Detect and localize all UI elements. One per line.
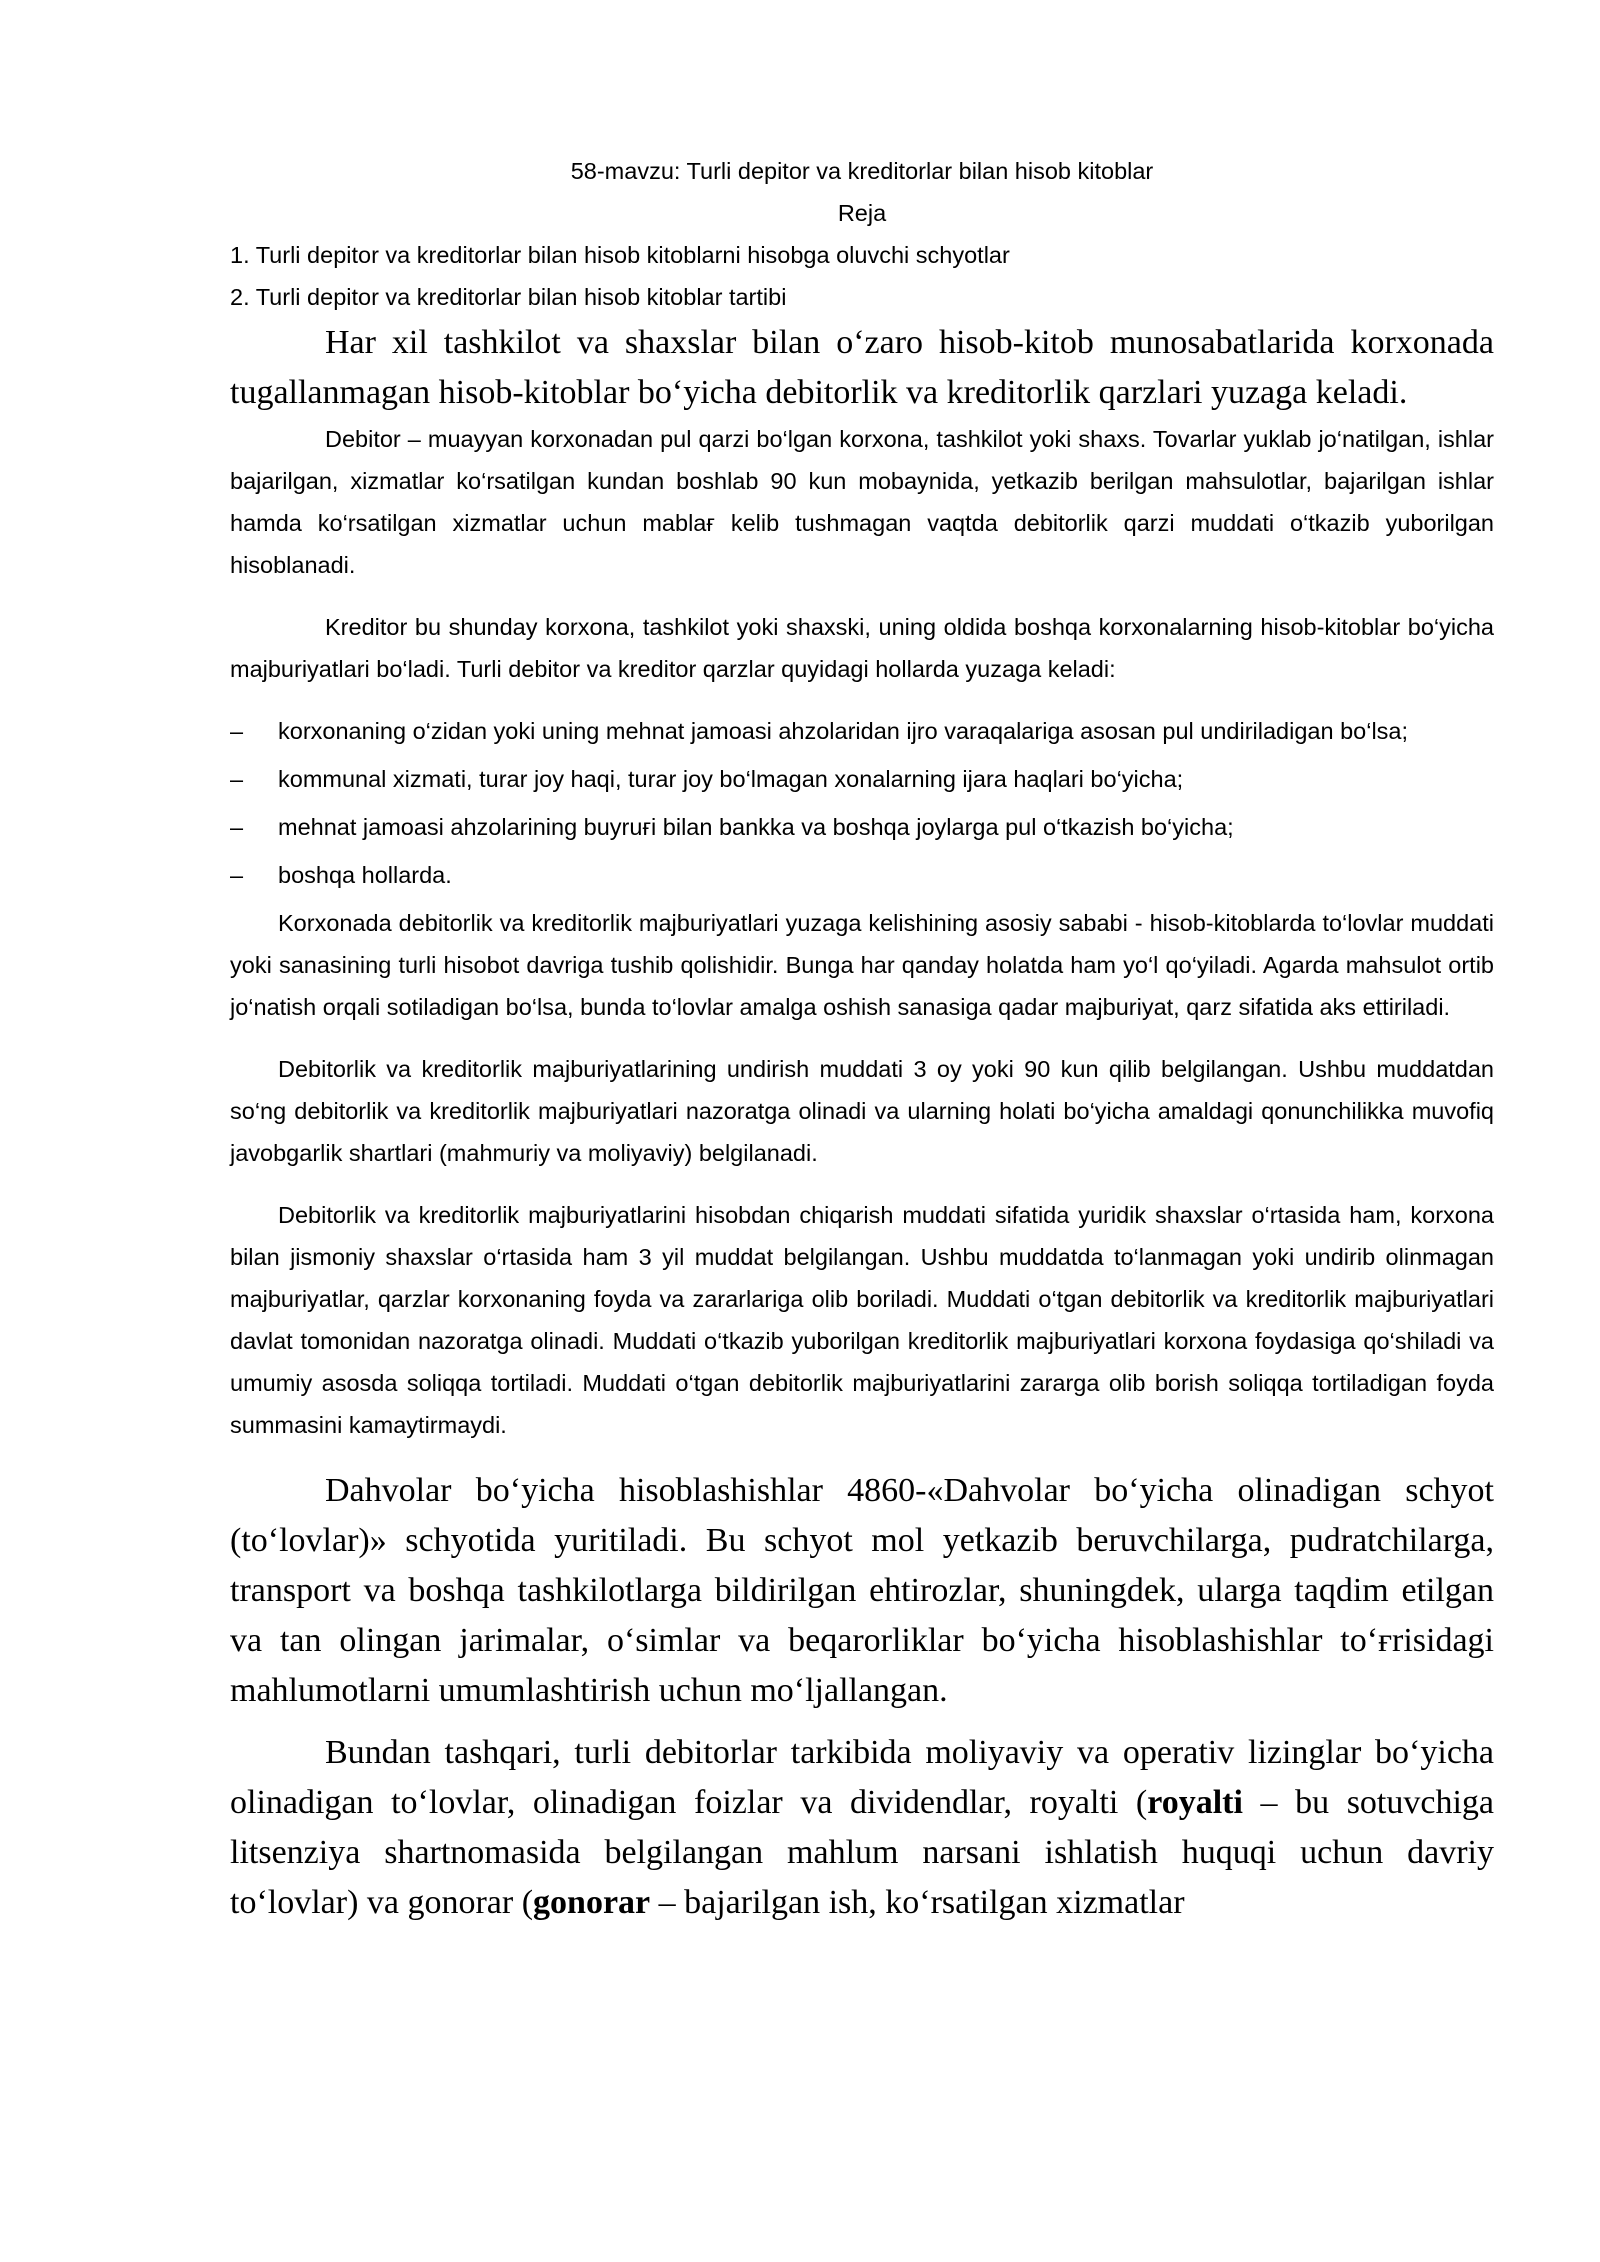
list-item-text: boshqa hollarda. [278,862,452,888]
dash-marker: – [230,862,244,888]
list-item-text: mehnat jamoasi ahzolarining buyruғi bilan bankka va boshqa joylarga pul o‘tkazish bo‘yicha; [278,814,1234,840]
intro-paragraph: Har xil tashkilot va shaxslar bilan o‘zaro hisob-kitob munosabatlarida korxonada tugallanmagan hisob-kitoblar bo‘yicha debitorlik va kreditorlik qarzlari yuzaga keladi. [230,324,1494,411]
list-item [230,854,1494,896]
dash-marker: – [230,718,244,744]
bundan-text-3: – bajarilgan ish, ko‘rsatilgan xizmatlar [650,1884,1185,1921]
list-item-text: korxonaning o‘zidan yoki uning mehnat jamoasi ahzolaridan ijro varaqalariga asosan pul undiriladigan bo‘lsa; [278,718,1409,744]
list-item [230,806,1494,848]
muddat-paragraph: Debitorlik va kreditorlik majburiyatlarining undirish muddati 3 oy yoki 90 kun qilib belgilangan. Ushbu muddatdan so‘ng debitorlik va kreditorlik majburiyatlari nazoratga olinadi va ularning holati bo‘yicha amaldagi qonunchilikka muvofiq javobgarlik shartlari (mahmuriy va moliyaviy) belgilanadi. [230,1056,1494,1166]
document-body [230,150,1494,1928]
dash-marker: – [230,766,244,792]
royalti-term: royalti [1147,1784,1243,1821]
dahvolar-paragraph: Dahvolar bo‘yicha hisoblashishlar 4860-«Dahvolar bo‘yicha olinadigan schyot (to‘lovlar)» schyotida yuritiladi. Bu schyot mol yetkazib beruvchilarga, pudratchilarga, transport va boshqa tashkilotlarga bildirilgan ehtirozlar, shuningdek, ularga taqdim etilgan va tan olingan jarimalar, o‘simlar va beqarorliklar bo‘yicha hisoblashishlar to‘ғrisidagi mahlumotlarni umumlashtirish uchun mo‘ljallangan. [230,1472,1494,1709]
kreditor-paragraph: Kreditor bu shunday korxona, tashkilot yoki shaxski, uning oldida boshqa korxonalarning hisob-kitoblar bo‘yicha majburiyatlari bo‘ladi. Turli debitor va kreditor qarzlar quyidagi hollarda yuzaga keladi: [230,614,1494,682]
dash-marker: – [230,814,244,840]
sabab-paragraph: Korxonada debitorlik va kreditorlik majburiyatlari yuzaga kelishining asosiy sababi - hisob-kitoblarda to‘lovlar muddati yoki sanasining turli hisobot davriga tushib qolishidir. Bunga har qanday holatda ham yo‘l qo‘yiladi. Agarda mahsulot ortib jo‘natish orqali sotiladigan bo‘lsa, bunda to‘lovlar amalga oshish sanasiga qadar majburiyat, qarz sifatida aks ettiriladi. [230,910,1494,1020]
document-title: 58-mavzu: Turli depitor va kreditorlar bilan hisob kitoblar [570,158,1154,184]
gonorar-term: gonorar [533,1884,651,1921]
cases-list [230,710,1494,896]
list-item-text: kommunal xizmati, turar joy haqi, turar joy bo‘lmagan xonalarning ijara haqlari bo‘yicha; [278,766,1184,792]
plan-item-2: 2. Turli depitor va kreditorlar bilan hisob kitoblar tartibi [230,284,787,310]
plan-heading: Reja [837,200,887,226]
bundan-paragraph [230,1728,1494,1928]
plan-item-1: 1. Turli depitor va kreditorlar bilan hisob kitoblarni hisobga oluvchi schyotlar [230,242,1010,268]
debitor-paragraph: Debitor – muayyan korxonadan pul qarzi bo‘lgan korxona, tashkilot yoki shaxs. Tovarlar yuklab jo‘natilgan, ishlar bajarilgan, xizmatlar ko‘rsatilgan kundan boshlab 90 kun mobaynida, yetkazib berilgan mahsulotlar, bajarilgan ishlar hamda ko‘rsatilgan xizmatlar uchun mablaғ kelib tushmagan vaqtda debitorlik qarzi muddati o‘tkazib yuborilgan hisoblanadi. [230,426,1494,578]
list-item [230,758,1494,800]
bundan-text-2: – bu sotuvchiga litsenziya shartnomasida belgilangan mahlum narsani ishlatish huquqi uchun davriy to‘lovlar) va gonorar ( [230,1784,1495,1921]
bundan-text-1: Bundan tashqari, turli debitorlar tarkibida moliyaviy va operativ lizinglar bo‘yicha olinadigan to‘lovlar, olinadigan foizlar va dividendlar, royalti ( [230,1734,1494,1821]
chiqarish-paragraph: Debitorlik va kreditorlik majburiyatlarini hisobdan chiqarish muddati sifatida yuridik shaxslar o‘rtasida ham, korxona bilan jismoniy shaxslar o‘rtasida ham 3 yil muddat belgilangan. Ushbu muddatda to‘lanmagan yoki undirib olinmagan majburiyatlar, qarzlar korxonaning foyda va zararlariga olib boriladi. Muddati o‘tgan debitorlik va kreditorlik majburiyatlari davlat tomonidan nazoratga olinadi. Muddati o‘tkazib yuborilgan kreditorlik majburiyatlari korxona foydasiga qo‘shiladi va umumiy asosda soliqqa tortiladi. Muddati o‘tgan debitorlik majburiyatlarini zararga olib borish soliqqa tortiladigan foyda summasini kamaytirmaydi. [230,1202,1494,1438]
list-item [230,710,1494,752]
